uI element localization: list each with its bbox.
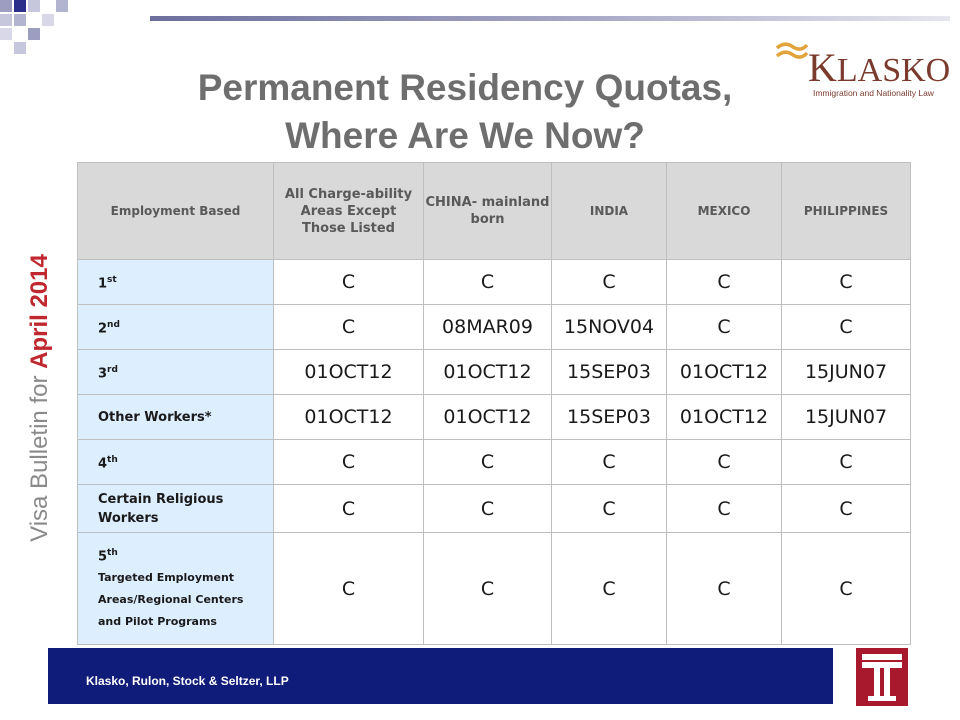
cell-mexico: 01OCT12 — [667, 350, 782, 395]
table-row — [78, 485, 911, 533]
table-row — [78, 440, 911, 485]
cell-india: 15NOV04 — [552, 305, 667, 350]
cell-philippines: C — [782, 533, 911, 645]
header-mexico: MEXICO — [667, 163, 782, 260]
cell-philippines: 15JUN07 — [782, 350, 911, 395]
table-row — [78, 533, 911, 645]
cell-mexico: C — [667, 305, 782, 350]
temple-logo — [856, 648, 908, 706]
row-label: 3rd — [78, 350, 274, 395]
cell-philippines: C — [782, 440, 911, 485]
header-india: INDIA — [552, 163, 667, 260]
decor-square — [0, 14, 12, 26]
cell-mexico: 01OCT12 — [667, 395, 782, 440]
cell-china: 08MAR09 — [424, 305, 552, 350]
logo-wordmark — [808, 45, 951, 90]
cell-all: C — [274, 305, 424, 350]
cell-mexico: C — [667, 440, 782, 485]
cell-philippines: C — [782, 305, 911, 350]
cell-philippines: 15JUN07 — [782, 395, 911, 440]
decor-square — [56, 0, 68, 12]
cell-india: C — [552, 260, 667, 305]
row-label: 5th Targeted Employment Areas/Regional Centers and Pilot Programs — [78, 533, 274, 645]
decor-square — [14, 42, 26, 54]
decor-square — [0, 0, 12, 12]
wave-mark-icon — [775, 40, 809, 62]
cell-india: 15SEP03 — [552, 395, 667, 440]
table-row — [78, 260, 911, 305]
header-all-chargeability: All Charge-ability Areas Except Those Listed — [274, 163, 424, 260]
quota-table — [77, 162, 911, 645]
cell-china: C — [424, 260, 552, 305]
side-label-prefix: Visa Bulletin for — [26, 375, 53, 542]
row-label: 2nd — [78, 305, 274, 350]
cell-mexico: C — [667, 260, 782, 305]
table-row — [78, 395, 911, 440]
table-row — [78, 305, 911, 350]
row-label: Other Workers* — [78, 395, 274, 440]
decor-square — [14, 14, 26, 26]
header-philippines: PHILIPPINES — [782, 163, 911, 260]
table-row — [78, 350, 911, 395]
cell-india: C — [552, 485, 667, 533]
klasko-logo — [775, 38, 951, 98]
header-employment-based: Employment Based — [78, 163, 274, 260]
cell-all: C — [274, 533, 424, 645]
logo-initial: K — [808, 45, 837, 90]
row-label: 1st — [78, 260, 274, 305]
footer-firm-name: Klasko, Rulon, Stock & Seltzer, LLP — [86, 674, 289, 688]
temple-t-icon — [856, 648, 908, 706]
cell-india: C — [552, 440, 667, 485]
cell-india: C — [552, 533, 667, 645]
decor-square — [0, 28, 12, 40]
logo-name-rest: LASKO — [836, 52, 951, 89]
cell-china: C — [424, 533, 552, 645]
logo-tagline: Immigration and Nationality Law — [813, 88, 934, 98]
decor-square — [14, 0, 26, 12]
side-label-date: April 2014 — [26, 254, 53, 369]
footer-bar — [48, 648, 833, 704]
cell-all: 01OCT12 — [274, 350, 424, 395]
decor-square — [28, 28, 40, 40]
row-note: Targeted Employment Areas/Regional Centers and Pilot Programs — [98, 570, 244, 628]
top-rule — [150, 16, 950, 21]
slide-title — [90, 64, 840, 160]
cell-china: 01OCT12 — [424, 395, 552, 440]
cell-philippines: C — [782, 485, 911, 533]
decor-square — [42, 14, 54, 26]
cell-all: 01OCT12 — [274, 395, 424, 440]
row-label: 4th — [78, 440, 274, 485]
cell-mexico: C — [667, 485, 782, 533]
cell-china: C — [424, 485, 552, 533]
cell-china: 01OCT12 — [424, 350, 552, 395]
cell-all: C — [274, 440, 424, 485]
cell-philippines: C — [782, 260, 911, 305]
title-line-1: Permanent Residency Quotas, — [197, 67, 733, 108]
header-row — [78, 163, 911, 260]
title-line-2: Where Are We Now? — [285, 115, 645, 156]
decor-square — [28, 0, 40, 12]
cell-china: C — [424, 440, 552, 485]
header-china: CHINA- mainland born — [424, 163, 552, 260]
cell-all: C — [274, 260, 424, 305]
cell-india: 15SEP03 — [552, 350, 667, 395]
cell-mexico: C — [667, 533, 782, 645]
side-label — [23, 168, 57, 628]
cell-all: C — [274, 485, 424, 533]
row-label: Certain Religious Workers — [78, 485, 274, 533]
